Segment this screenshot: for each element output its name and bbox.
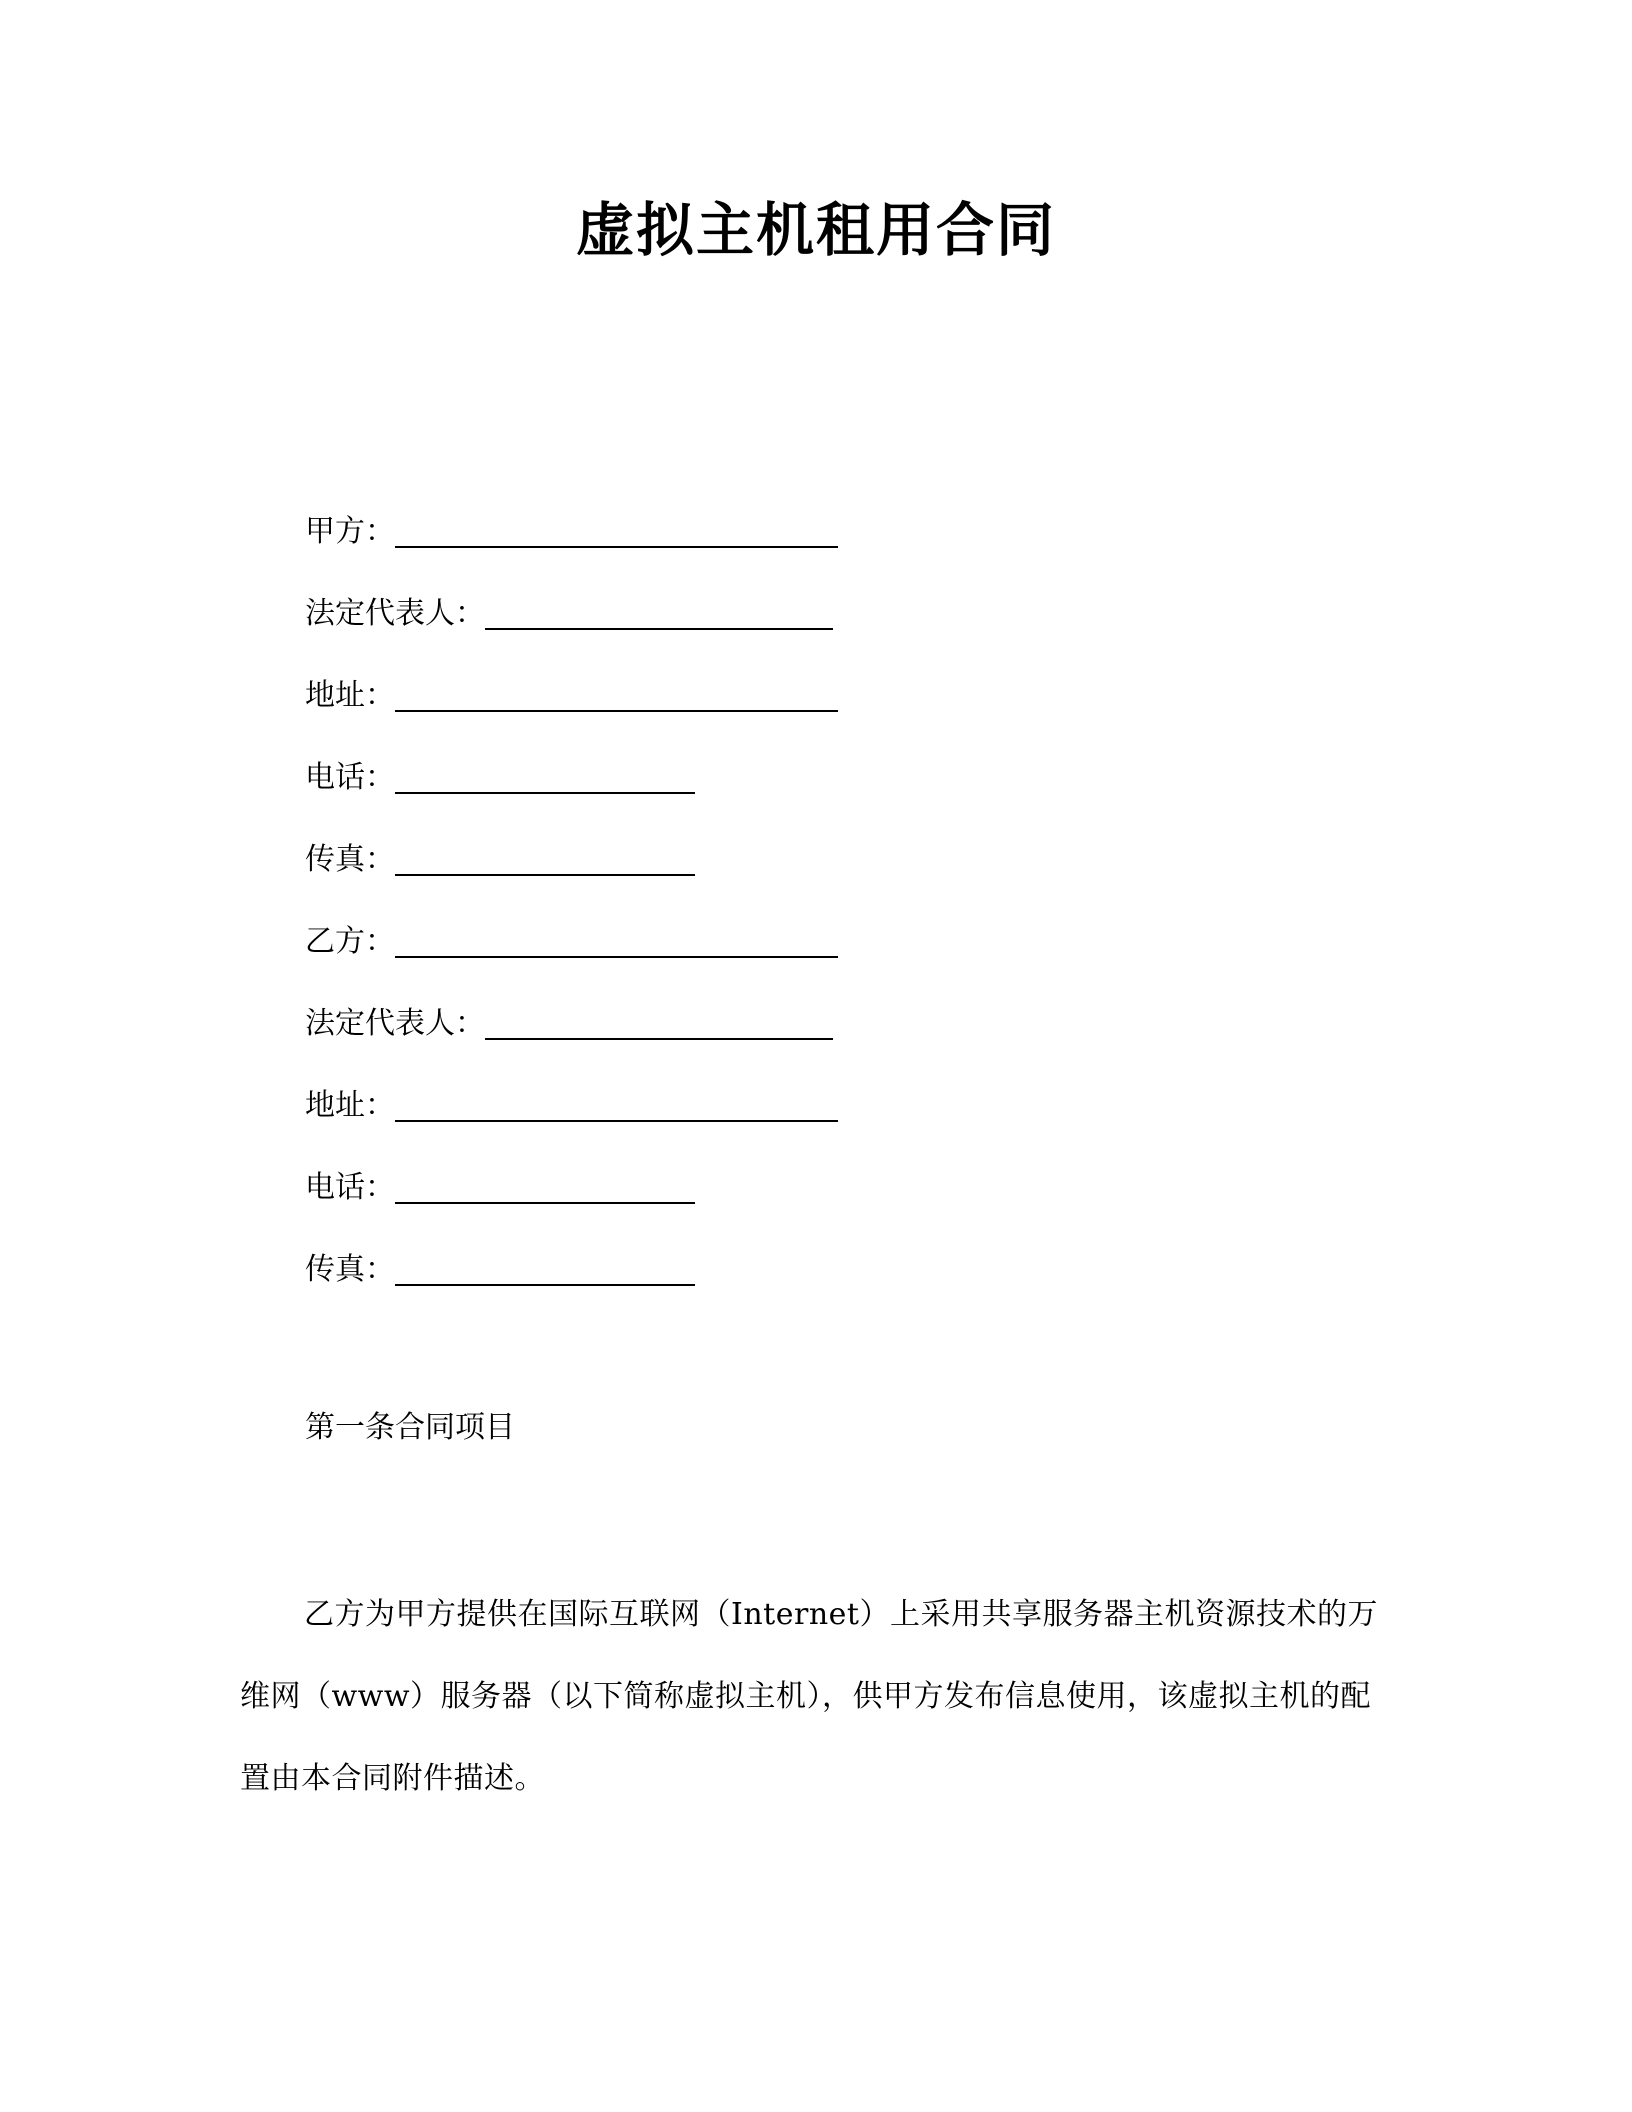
party-b-address-blank xyxy=(395,1084,838,1122)
party-a-name-field xyxy=(305,502,838,552)
party-b-name-label: 乙方： xyxy=(305,924,395,959)
section-1-body: 乙方为甲方提供在国际互联网（Internet）上采用共享服务器主机资源技术的万维网（www）服务器（以下简称虚拟主机），供甲方发布信息使用，该虚拟主机的配置由本合同附件描述。 xyxy=(240,1597,1378,1796)
party-a-address-label: 地址： xyxy=(305,678,395,713)
party-b-fax-label: 传真： xyxy=(305,1252,395,1287)
party-a-address-blank xyxy=(395,674,838,712)
party-b-name-field xyxy=(305,912,838,962)
party-b-phone-field xyxy=(305,1158,695,1208)
section-1-heading: 第一条合同项目 xyxy=(305,1410,515,1445)
party-a-fax-blank xyxy=(395,838,695,876)
party-a-rep-field xyxy=(305,584,833,634)
party-b-rep-field xyxy=(305,994,833,1044)
party-b-fax-blank xyxy=(395,1248,695,1286)
party-a-rep-blank xyxy=(485,592,833,630)
party-b-rep-label: 法定代表人： xyxy=(305,1006,485,1041)
party-b-address-field xyxy=(305,1076,838,1126)
party-a-fax-label: 传真： xyxy=(305,842,395,877)
party-b-phone-blank xyxy=(395,1166,695,1204)
party-a-phone-field xyxy=(305,748,695,798)
party-b-phone-label: 电话： xyxy=(305,1170,395,1205)
party-a-phone-label: 电话： xyxy=(305,760,395,795)
party-a-fax-field xyxy=(305,830,695,880)
party-a-name-label: 甲方： xyxy=(305,514,395,549)
party-b-rep-blank xyxy=(485,1002,833,1040)
party-a-rep-label: 法定代表人： xyxy=(305,596,485,631)
document-title: 虚拟主机租用合同 xyxy=(575,196,1056,264)
party-a-name-blank xyxy=(395,510,838,548)
party-a-phone-blank xyxy=(395,756,695,794)
party-b-fax-field xyxy=(305,1240,695,1290)
party-b-address-label: 地址： xyxy=(305,1088,395,1123)
party-b-name-blank xyxy=(395,920,838,958)
party-a-address-field xyxy=(305,666,838,716)
